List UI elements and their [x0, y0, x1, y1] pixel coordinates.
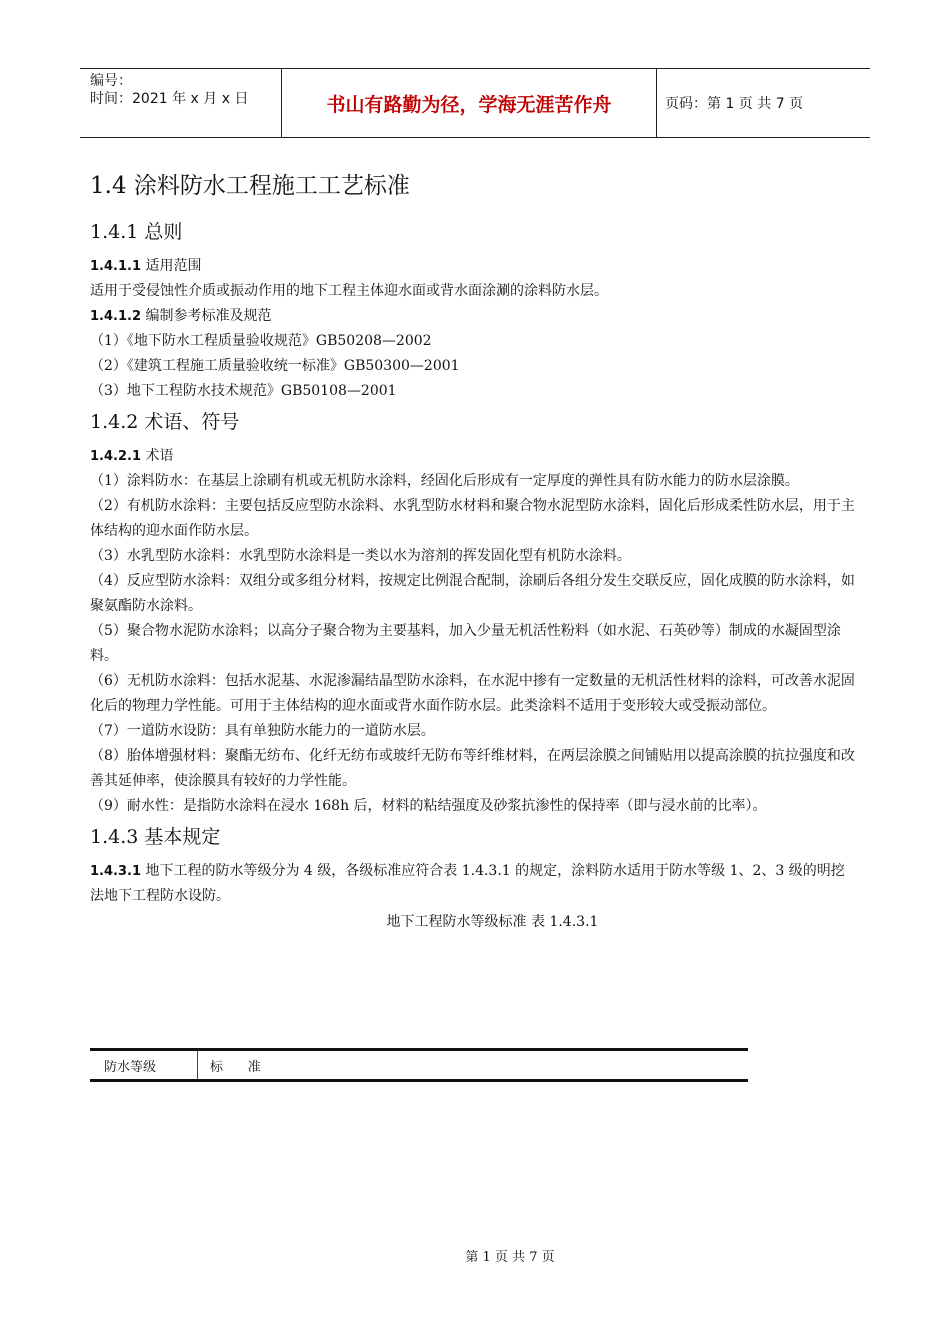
- subsection-title: 适用范围: [141, 258, 202, 274]
- header-page-info: 页码：第 1 页 共 7 页: [665, 96, 804, 112]
- basic-rule-body: 地下工程的防水等级分为 4 级，各级标准应符合表 1.4.3.1 的规定，涂料防水适用于防水等级 1、2、3 级的明挖法地下工程防水设防。: [90, 863, 845, 904]
- scope-text: 适用于受侵蚀性介质或振动作用的地下工程主体迎水面或背水面涂涮的涂料防水层。: [90, 283, 608, 299]
- subsection-number: 1.4.3.1: [90, 864, 141, 879]
- term-item: （6）无机防水涂料：包括水泥基、水泥渗漏结晶型防水涂料，在水泥中掺有一定数量的无机活性材料的涂料，可改善水泥固化后的物理力学性能。可用于主体结构的迎水面或背水面作防水层。此类涂料不适用于变形较大或受振动部位。: [90, 673, 855, 714]
- term-item: （4）反应型防水涂料：双组分或多组分材料，按规定比例混合配制，涂刷后各组分发生交联反应，固化成膜的防水涂料，如聚氨酯防水涂料。: [90, 573, 855, 614]
- subsection-title: 术语: [141, 448, 174, 464]
- term-item: （5）聚合物水泥防水涂料；以高分子聚合物为主要基料，加入少量无机活性粉料（如水泥、石英砂等）制成的水凝固型涂料。: [90, 623, 841, 664]
- term-item: （3）水乳型防水涂料：水乳型防水涂料是一类以水为溶剂的挥发固化型有机防水涂料。: [90, 548, 631, 564]
- table-header-grade: 防水等级: [90, 1051, 198, 1079]
- section-heading-terms: 1.4.2 术语、符号: [90, 411, 240, 433]
- reference-item: （1）《地下防水工程质量验收规范》GB50208—2002: [90, 333, 432, 349]
- subsection-references-heading: [90, 304, 855, 329]
- subsection-terms-heading: [90, 444, 855, 469]
- term-item: （8）胎体增强材料：聚酯无纺布、化纤无纺布或玻纤无防布等纤维材料，在两层涂膜之间铺贴用以提高涂膜的抗拉强度和改善其延伸率，使涂膜具有较好的力学性能。: [90, 748, 855, 789]
- page-header: [80, 68, 870, 138]
- serial-label: 编号：: [90, 73, 132, 89]
- waterproof-grade-table: [90, 1048, 748, 1082]
- section-heading-basic-rules: 1.4.3 基本规定: [90, 826, 221, 848]
- subsection-number: 1.4.2.1: [90, 449, 141, 464]
- section-heading-general: 1.4.1 总则: [90, 221, 183, 243]
- table-header-standard: 标 准: [210, 1059, 261, 1075]
- page-footer: 第 1 页 共 7 页: [465, 1250, 555, 1265]
- header-motto: 书山有路勤为径，学海无涯苦作舟: [282, 69, 657, 137]
- basic-rule-text: [90, 859, 855, 909]
- document-body: [90, 170, 855, 943]
- term-item: （7）一道防水设防：具有单独防水能力的一道防水层。: [90, 723, 435, 739]
- document-title: 1.4 涂料防水工程施工工艺标准: [90, 173, 410, 199]
- reference-item: （3）地下工程防水技术规范》GB50108—2001: [90, 383, 397, 399]
- table-caption: 地下工程防水等级标准 表 1.4.3.1: [386, 914, 599, 930]
- term-item: （1）涂料防水：在基层上涂刷有机或无机防水涂料，经固化后形成有一定厚度的弹性具有防水能力的防水层涂膜。: [90, 473, 799, 489]
- subsection-number: 1.4.1.2: [90, 309, 141, 324]
- subsection-scope-heading: [90, 254, 855, 279]
- term-item: （2）有机防水涂料：主要包括反应型防水涂料、水乳型防水材料和聚合物水泥型防水涂料，固化后形成柔性防水层，用于主体结构的迎水面作防水层。: [90, 498, 855, 539]
- time-label: 时间：2021 年 x 月 x 日: [90, 91, 249, 107]
- subsection-title: 编制参考标准及规范: [141, 308, 272, 324]
- header-meta: [80, 69, 282, 137]
- term-item: （9）耐水性：是指防水涂料在浸水 168h 后，材料的粘结强度及砂浆抗渗性的保持率（即与浸水前的比率）。: [90, 798, 767, 814]
- reference-item: （2）《建筑工程施工质量验收统一标准》GB50300—2001: [90, 358, 460, 374]
- subsection-number: 1.4.1.1: [90, 259, 141, 274]
